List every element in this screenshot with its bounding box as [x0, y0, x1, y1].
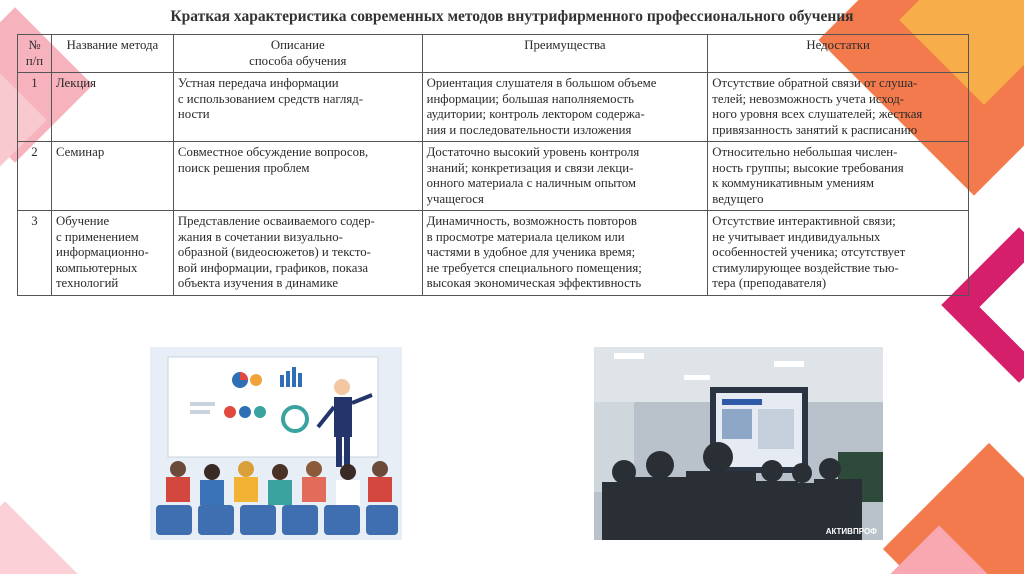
cell-line: с применением [55, 229, 139, 244]
cell-line: привязанность занятий к расписанию [712, 122, 918, 137]
page-title: Краткая характеристика современных методов внутрифирменного профессионального обучения [170, 8, 854, 25]
header-method-name: Название метода [51, 35, 173, 73]
header-description: Описание способа обучения [173, 35, 422, 73]
cell-line: ведущего [712, 191, 764, 206]
cell-line: тера (преподавателя) [712, 276, 827, 290]
header-advantages: Преимущества [422, 35, 708, 73]
cell-num: 1 [18, 73, 52, 142]
methods-table [17, 34, 969, 296]
cell-line: Относительно небольшая числен- [712, 145, 898, 159]
cell-cons [708, 142, 969, 211]
cell-line: Обучение [55, 214, 110, 228]
cell-name [51, 211, 173, 296]
cell-line: объекта изучения в динамике [177, 276, 339, 290]
cell-line: знаний; конкретизация и связи лекци- [426, 160, 634, 175]
cell-num: 2 [18, 142, 52, 211]
cell-line: Совместное обсуждение вопросов, [177, 145, 369, 159]
cell-line: особенностей ученика; отсутствует [712, 245, 906, 259]
cell-pros [422, 142, 708, 211]
header-number: № п/п [18, 35, 52, 73]
cell-pros [422, 73, 708, 142]
cell-line: частями в удобное для ученика время; [426, 245, 636, 259]
cell-line: высокая экономическая эффективность [426, 276, 642, 290]
cell-desc [173, 73, 422, 142]
cell-line: Отсутствие интерактивной связи; [712, 214, 896, 228]
cell-cons [708, 211, 969, 296]
cell-desc [173, 142, 422, 211]
cell-line: Отсутствие обратной связи от слуша- [712, 76, 918, 90]
table-row [18, 142, 969, 211]
cell-line: технологий [55, 276, 119, 290]
cell-line: поиск решения проблем [177, 160, 310, 175]
cell-line: не требуется специального помещения; [426, 260, 642, 275]
cell-line: Лекция [55, 76, 97, 90]
cell-num: 3 [18, 211, 52, 296]
cell-line: в просмотре материала целиком или [426, 229, 625, 244]
cell-line: компьютерных [55, 260, 138, 275]
cell-line: образной (видеосюжетов) и тексто- [177, 245, 371, 259]
cell-line: к коммуникативным умениям [712, 176, 874, 190]
decor-shape [0, 501, 83, 574]
cell-line: Достаточно высокий уровень контроля [426, 145, 640, 159]
table-row [18, 73, 969, 142]
watermark-logo: АКТИВПРОФ [825, 527, 877, 536]
cell-name [51, 73, 173, 142]
header-disadvantages: Недостатки [708, 35, 969, 73]
classroom-photo [594, 347, 883, 540]
lecture-illustration [150, 347, 402, 540]
cell-line: вой информации, графиков, показа [177, 260, 369, 275]
cell-line: Представление осваиваемого содер- [177, 214, 375, 228]
cell-name [51, 142, 173, 211]
cell-line: Устная передача информации [177, 76, 339, 90]
cell-line: ного уровня всех слушателей; жесткая [712, 107, 923, 121]
cell-desc [173, 211, 422, 296]
cell-line: стимулирующее воздействие тью- [712, 260, 899, 275]
cell-pros [422, 211, 708, 296]
cell-line: информации; большая наполняемость [426, 91, 634, 106]
cell-line: Семинар [55, 145, 105, 159]
cell-line: информационно- [55, 245, 149, 259]
cell-line: телей; невозможность учета исход- [712, 91, 905, 106]
cell-line: с использованием средств нагляд- [177, 91, 364, 106]
cell-line: ния и последовательности изложения [426, 122, 632, 137]
cell-line: ность группы; высокие требования [712, 160, 904, 175]
cell-line: учащегося [426, 191, 484, 206]
table-header-row [18, 35, 969, 73]
cell-cons [708, 73, 969, 142]
cell-line: аудитории; контроль лектором содержа- [426, 107, 645, 121]
cell-line: Динамичность, возможность повторов [426, 214, 637, 228]
cell-line: жания в сочетании визуально- [177, 229, 343, 244]
cell-line: ности [177, 107, 210, 121]
cell-line: Ориентация слушателя в большом объеме [426, 76, 657, 90]
cell-line: не учитывает индивидуальных [712, 229, 881, 244]
table-row [18, 211, 969, 296]
cell-line: онного материала с наличным опытом [426, 176, 637, 190]
